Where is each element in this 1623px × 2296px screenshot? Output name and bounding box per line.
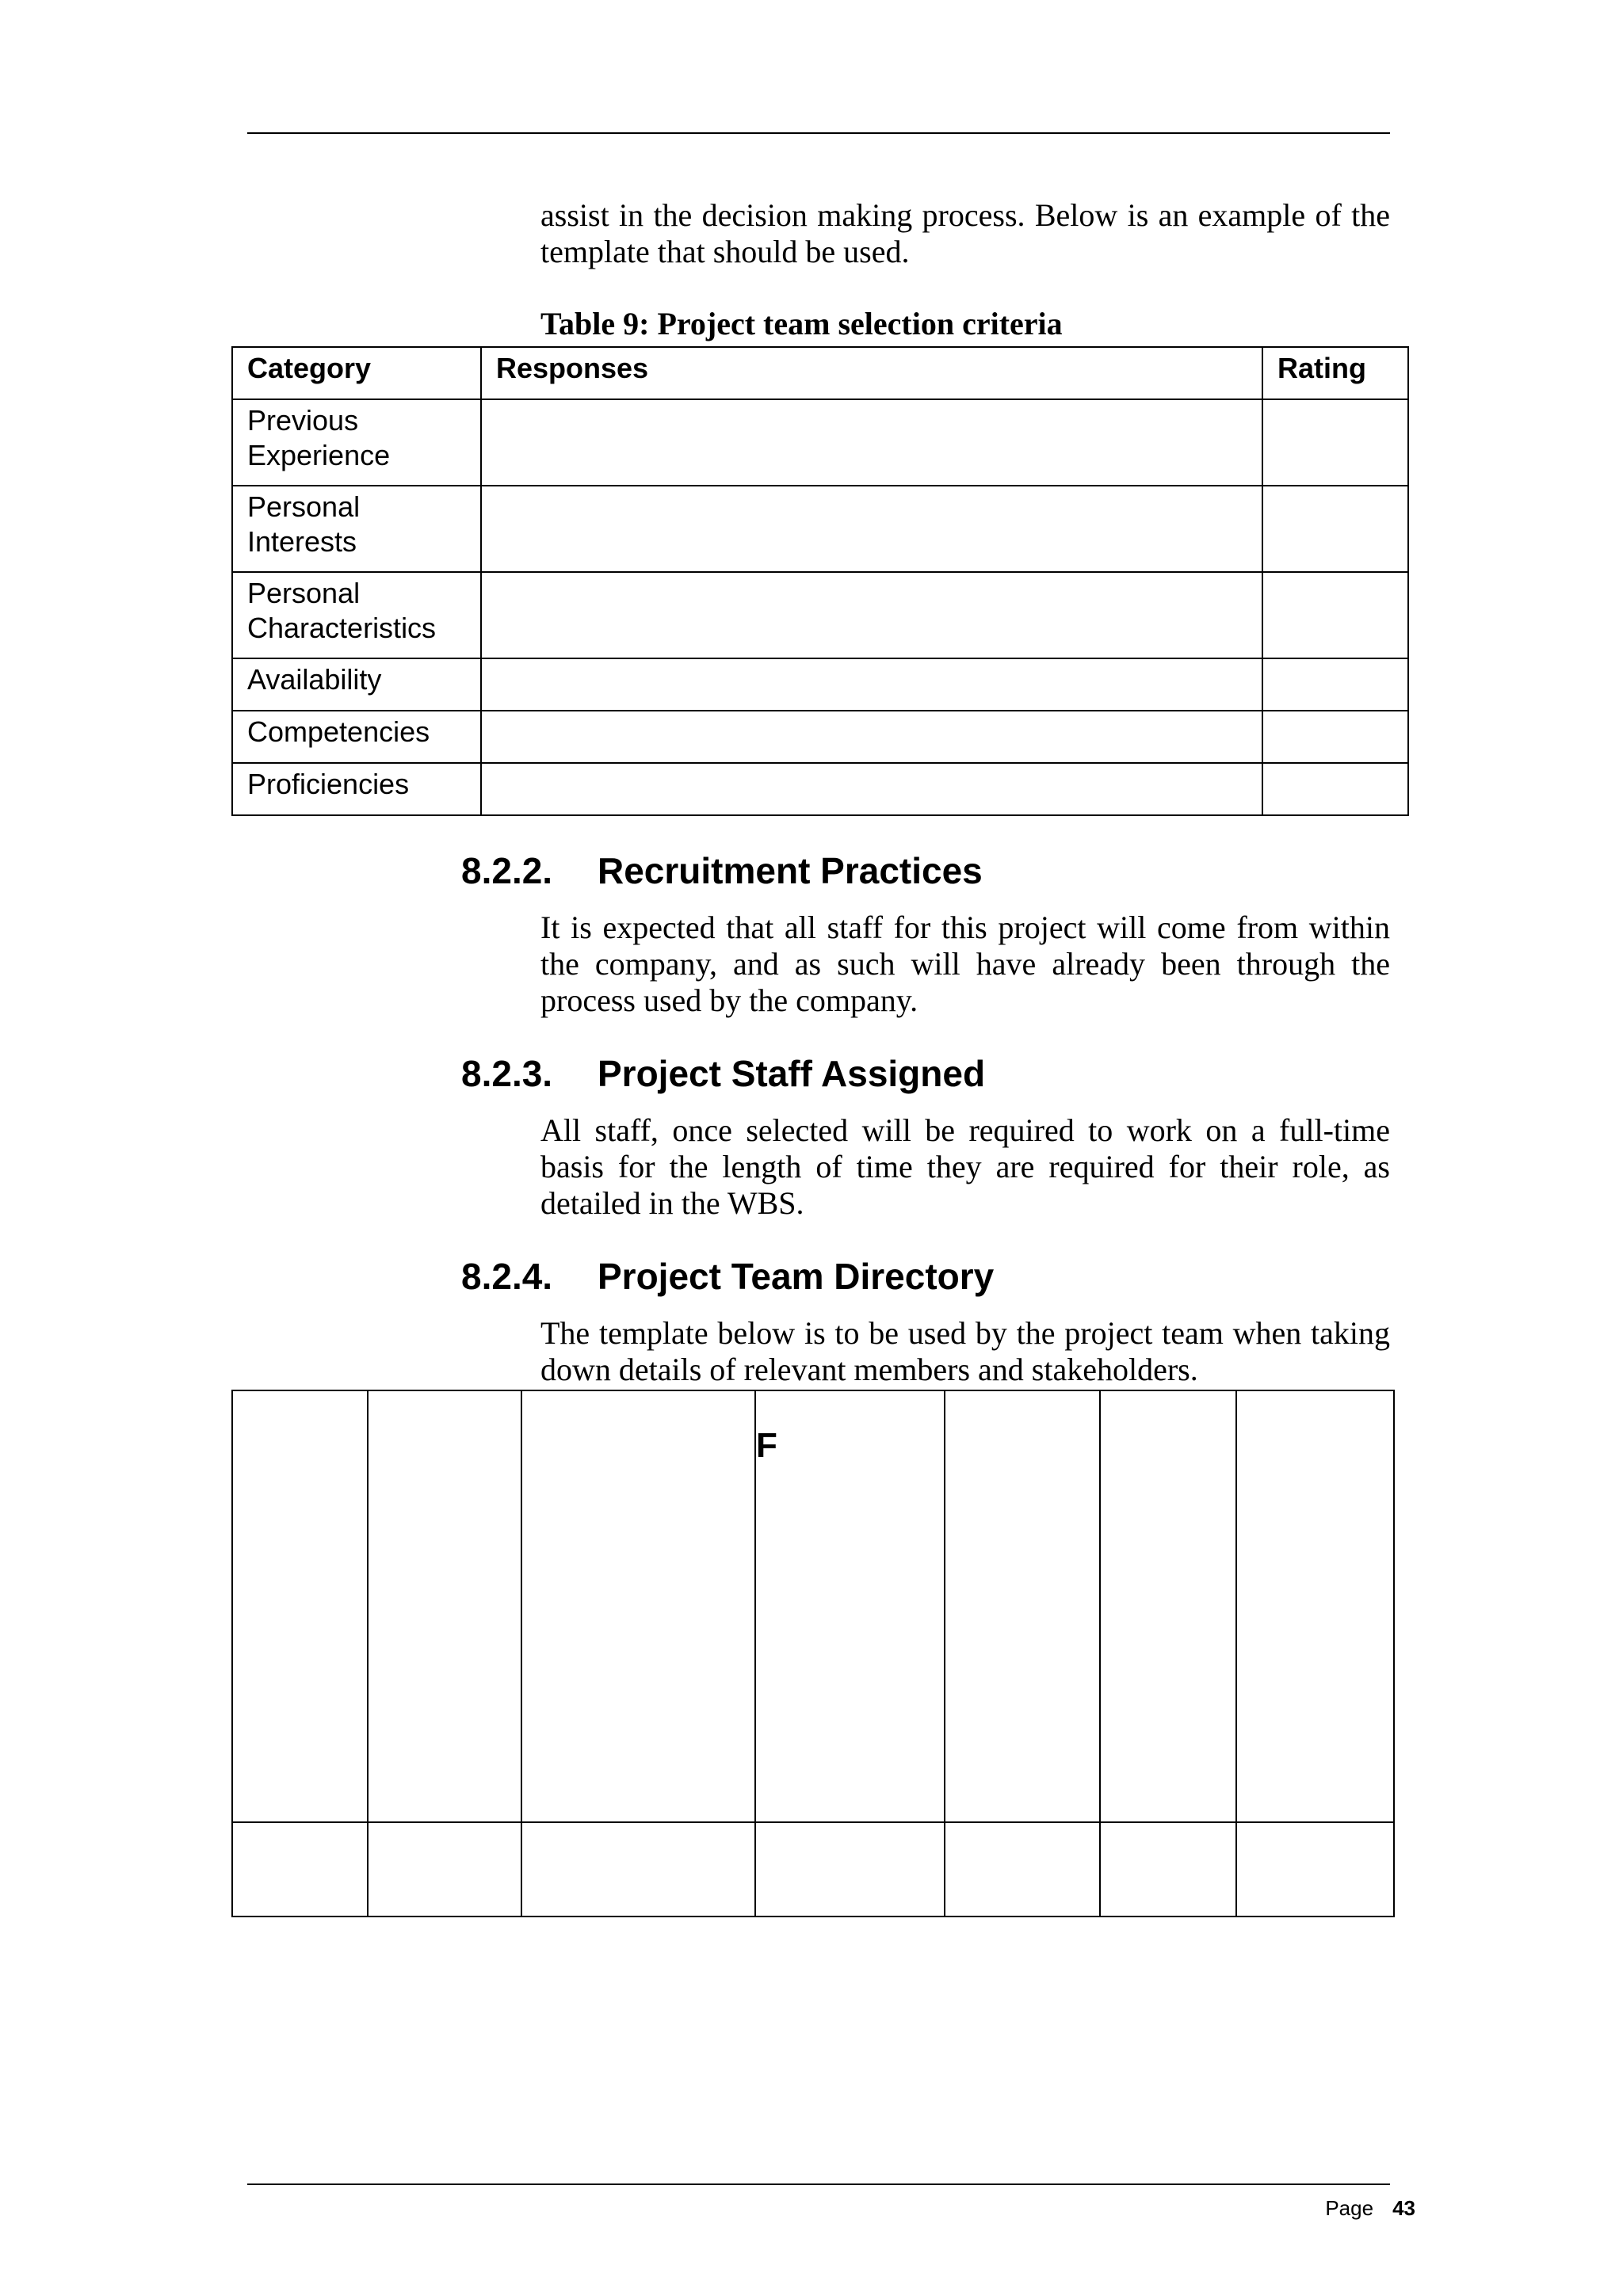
section-number: 8.2.4. — [461, 1256, 553, 1297]
rating-cell — [1262, 572, 1408, 658]
directory-cell — [1236, 1822, 1394, 1917]
section-title: Recruitment Practices — [598, 850, 983, 891]
responses-cell — [481, 399, 1262, 486]
responses-cell — [481, 763, 1262, 815]
responses-cell — [481, 658, 1262, 711]
rating-cell — [1262, 658, 1408, 711]
directory-cell — [232, 1822, 368, 1917]
table-caption: Table 9: Project team selection criteria — [540, 306, 1063, 341]
section-heading-recruitment-practices — [461, 849, 983, 892]
responses-cell — [481, 711, 1262, 763]
responses-cell — [481, 572, 1262, 658]
table-header-row — [232, 347, 1408, 399]
column-header-responses: Responses — [481, 347, 1262, 399]
recruitment-practices-paragraph: It is expected that all staff for this project will come from within the company, and as such will have already been through the process used by the company. — [540, 910, 1390, 1018]
column-header-rating: Rating — [1262, 347, 1408, 399]
table-row — [232, 763, 1408, 815]
directory-cell — [755, 1822, 945, 1917]
table-row — [232, 486, 1408, 572]
directory-cell — [1100, 1390, 1236, 1822]
rating-cell — [1262, 486, 1408, 572]
category-cell: Previous Experience — [232, 399, 481, 486]
table-row — [232, 711, 1408, 763]
category-cell: Personal Interests — [232, 486, 481, 572]
category-cell: Availability — [232, 658, 481, 711]
rating-cell — [1262, 399, 1408, 486]
directory-cell — [368, 1390, 521, 1822]
rating-cell — [1262, 763, 1408, 815]
footer-rule — [247, 2183, 1390, 2185]
project-team-directory-paragraph: The template below is to be used by the project team when taking down details of relevant members and stakeholders. — [540, 1315, 1390, 1387]
section-title: Project Team Directory — [598, 1256, 995, 1297]
team-directory-table — [231, 1390, 1395, 1917]
section-number: 8.2.2. — [461, 850, 553, 891]
table-row — [232, 399, 1408, 486]
category-cell: Personal Characteristics — [232, 572, 481, 658]
selection-criteria-table — [231, 346, 1409, 816]
directory-row — [232, 1822, 1394, 1917]
column-header-category: Category — [232, 347, 481, 399]
category-cell: Competencies — [232, 711, 481, 763]
directory-header-row — [232, 1390, 1394, 1822]
directory-cell — [368, 1822, 521, 1917]
section-number: 8.2.3. — [461, 1053, 553, 1094]
page-footer — [1325, 2196, 1415, 2220]
page-label: Page — [1325, 2196, 1374, 2220]
table-row — [232, 658, 1408, 711]
header-rule — [247, 132, 1390, 134]
category-cell: Proficiencies — [232, 763, 481, 815]
directory-cell — [945, 1390, 1100, 1822]
directory-cell — [755, 1390, 945, 1822]
table-row — [232, 572, 1408, 658]
directory-cell — [521, 1390, 755, 1822]
directory-cell — [945, 1822, 1100, 1917]
section-title: Project Staff Assigned — [598, 1053, 986, 1094]
intro-paragraph: assist in the decision making process. Below is an example of the template that should be used. — [540, 197, 1390, 269]
project-staff-assigned-paragraph: All staff, once selected will be required to work on a full-time basis for the length of time they are required for their role, as detailed in the WBS. — [540, 1112, 1390, 1221]
section-heading-project-team-directory — [461, 1255, 994, 1298]
directory-cell — [232, 1390, 368, 1822]
directory-cell — [1236, 1390, 1394, 1822]
rating-cell — [1262, 711, 1408, 763]
page-number: 43 — [1392, 2196, 1415, 2220]
directory-cell — [521, 1822, 755, 1917]
stray-letter: F — [756, 1426, 777, 1465]
responses-cell — [481, 486, 1262, 572]
directory-cell — [1100, 1822, 1236, 1917]
section-heading-project-staff-assigned — [461, 1052, 985, 1095]
